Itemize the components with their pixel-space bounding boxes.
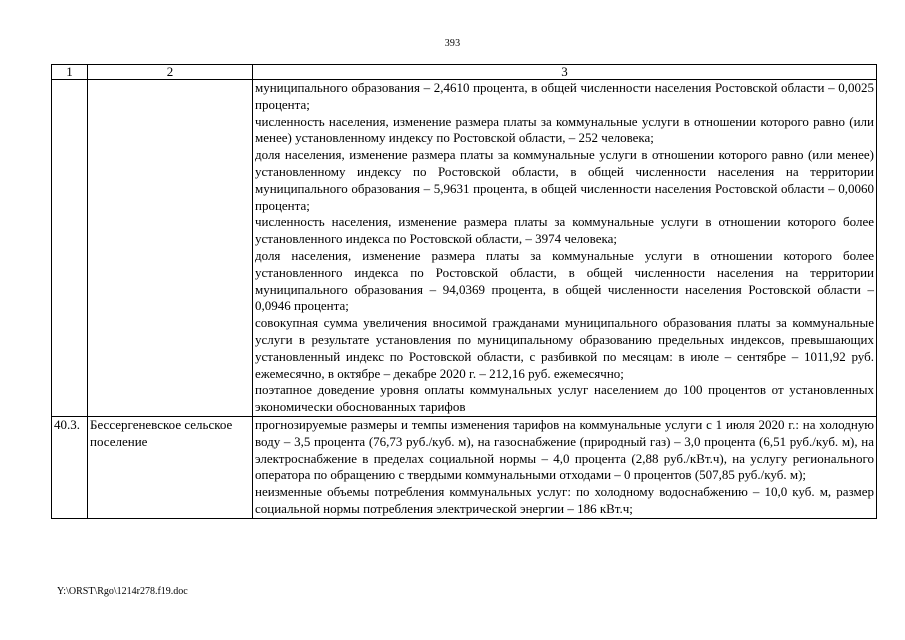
- paragraph: доля населения, изменение размера платы за коммунальные услуги в отношении которого равно (или менее) установленному индексу по Ростовской области, в общей численности населения на территории муниципального образования – 5,9631 процента, в общей численности населения Ростовской области – 0,0060 процента;: [255, 147, 874, 213]
- paragraph: численность населения, изменение размера платы за коммунальные услуги в отношении которого равно (или менее) установленному индексу по Ростовской области, – 252 человека;: [255, 113, 874, 146]
- document-table: [51, 64, 877, 519]
- paragraph: неизменные объемы потребления коммунальных услуг: по холодному водоснабжению – 10,0 куб. м, размер социальной нормы потребления электрической энергии – 186 кВт.ч;: [255, 484, 874, 516]
- paragraph: совокупная сумма увеличения вносимой гражданами муниципального образования платы за коммунальные услуги в результате установления по муниципальному образованию предельных индексов, превышающих установленный индекс по Ростовской области, с разбивкой по месяцам: в июле – сентябре – 1011,92 руб. ежемесячно, в октябре – декабре 2020 г. – 212,16 руб. ежемесячно;: [255, 315, 874, 381]
- settlement-name-cell: [88, 80, 253, 417]
- paragraph: доля населения, изменение размера платы за коммунальные услуги в отношении которого более установленного индекса по Ростовской области, в общей численности населения на территории муниципального образования – 94,0369 процента, в общей численности населения Ростовской области – 0,0946 процента;: [255, 247, 874, 314]
- document-file-path: Y:\ORST\Rgo\1214r278.f19.doc: [57, 586, 188, 597]
- column-header-1: 1: [52, 65, 88, 80]
- column-header-2: 2: [88, 65, 253, 80]
- settlement-name-cell: Бессергеневское сельское поселение: [88, 416, 253, 518]
- paragraph: поэтапное доведение уровня оплаты коммунальных услуг населением до 100 процентов от установленных экономически обоснованных тарифов: [255, 382, 874, 415]
- paragraph: прогнозируемые размеры и темпы изменения тарифов на коммунальные услуги с 1 июля 2020 г.: на холодную воду – 3,5 процента (76,73 руб./куб. м), на газоснабжение (природный газ) – 3,0 процента (6,51 руб./куб. м), на электроснабжение в пределах социальной нормы – 4,0 процента (2,88 руб./кВт.ч), на услугу регионального оператора по обращению с твердыми коммунальными отходами – 0 процентов (507,85 руб./куб. м);: [255, 416, 874, 483]
- row-number-cell: [52, 80, 88, 417]
- paragraph: численность населения, изменение размера платы за коммунальные услуги в отношении которого более установленного индекса по Ростовской области, – 3974 человека;: [255, 214, 874, 247]
- column-header-3: 3: [253, 65, 877, 80]
- description-cell: [253, 416, 877, 518]
- table-header-row: [52, 65, 877, 80]
- table-row: [52, 416, 877, 518]
- row-number-cell: 40.3.: [52, 416, 88, 518]
- paragraph: муниципального образования – 2,4610 процента, в общей численности населения Ростовской области – 0,0025 процента;: [255, 80, 874, 112]
- description-cell: [253, 80, 877, 417]
- page-number: 393: [444, 38, 461, 49]
- table-row: [52, 80, 877, 417]
